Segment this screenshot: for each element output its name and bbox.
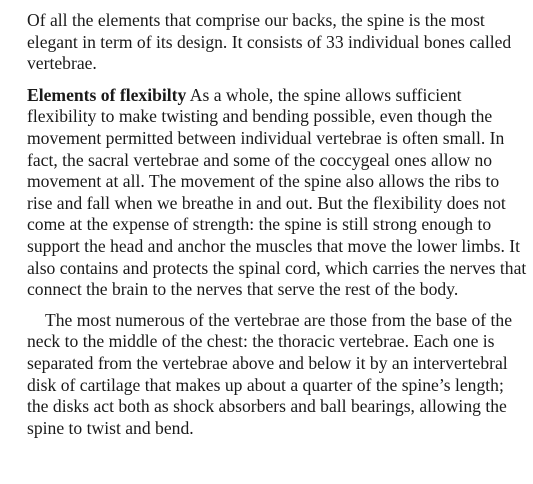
intro-paragraph: Of all the elements that comprise our backs, the spine is the most elegant in term of its design. It consists of 33 individual bones called vertebrae. [27,10,512,74]
flexibility-paragraph-text: As a whole, the spine allows sufficient flexibility to make twisting and bending possible, even though the movement permitted between individual vertebrae is often small. In fact, the sacral vertebrae and some of the coccygeal ones allow no movement at all. The movement of the spine also allows the ribs to rise and fall when we breathe in and out. But the flexibility does not come at the expense of strength: the spine is still strong enough to support the head and anchor the muscles that move the lower limbs. It also contains and protects the spinal cord, which carries the nerves that connect the brain to the nerves that serve the rest of the body. [27,84,527,300]
thoracic-paragraph: The most numerous of the vertebrae are those from the base of the neck to the middle of the chest: the thoracic vertebrae. Each one is separated from the vertebrae above and below it by an intervertebral disk of cartilage that makes up about a quarter of the spine’s length; the disks act both as shock absorbers and ball bearings, allowing the spine to twist and bend. [27,309,513,438]
document-page [27,10,527,439]
flexibility-paragraph [27,85,527,301]
flexibility-heading: Elements of flexibilty [27,84,187,105]
